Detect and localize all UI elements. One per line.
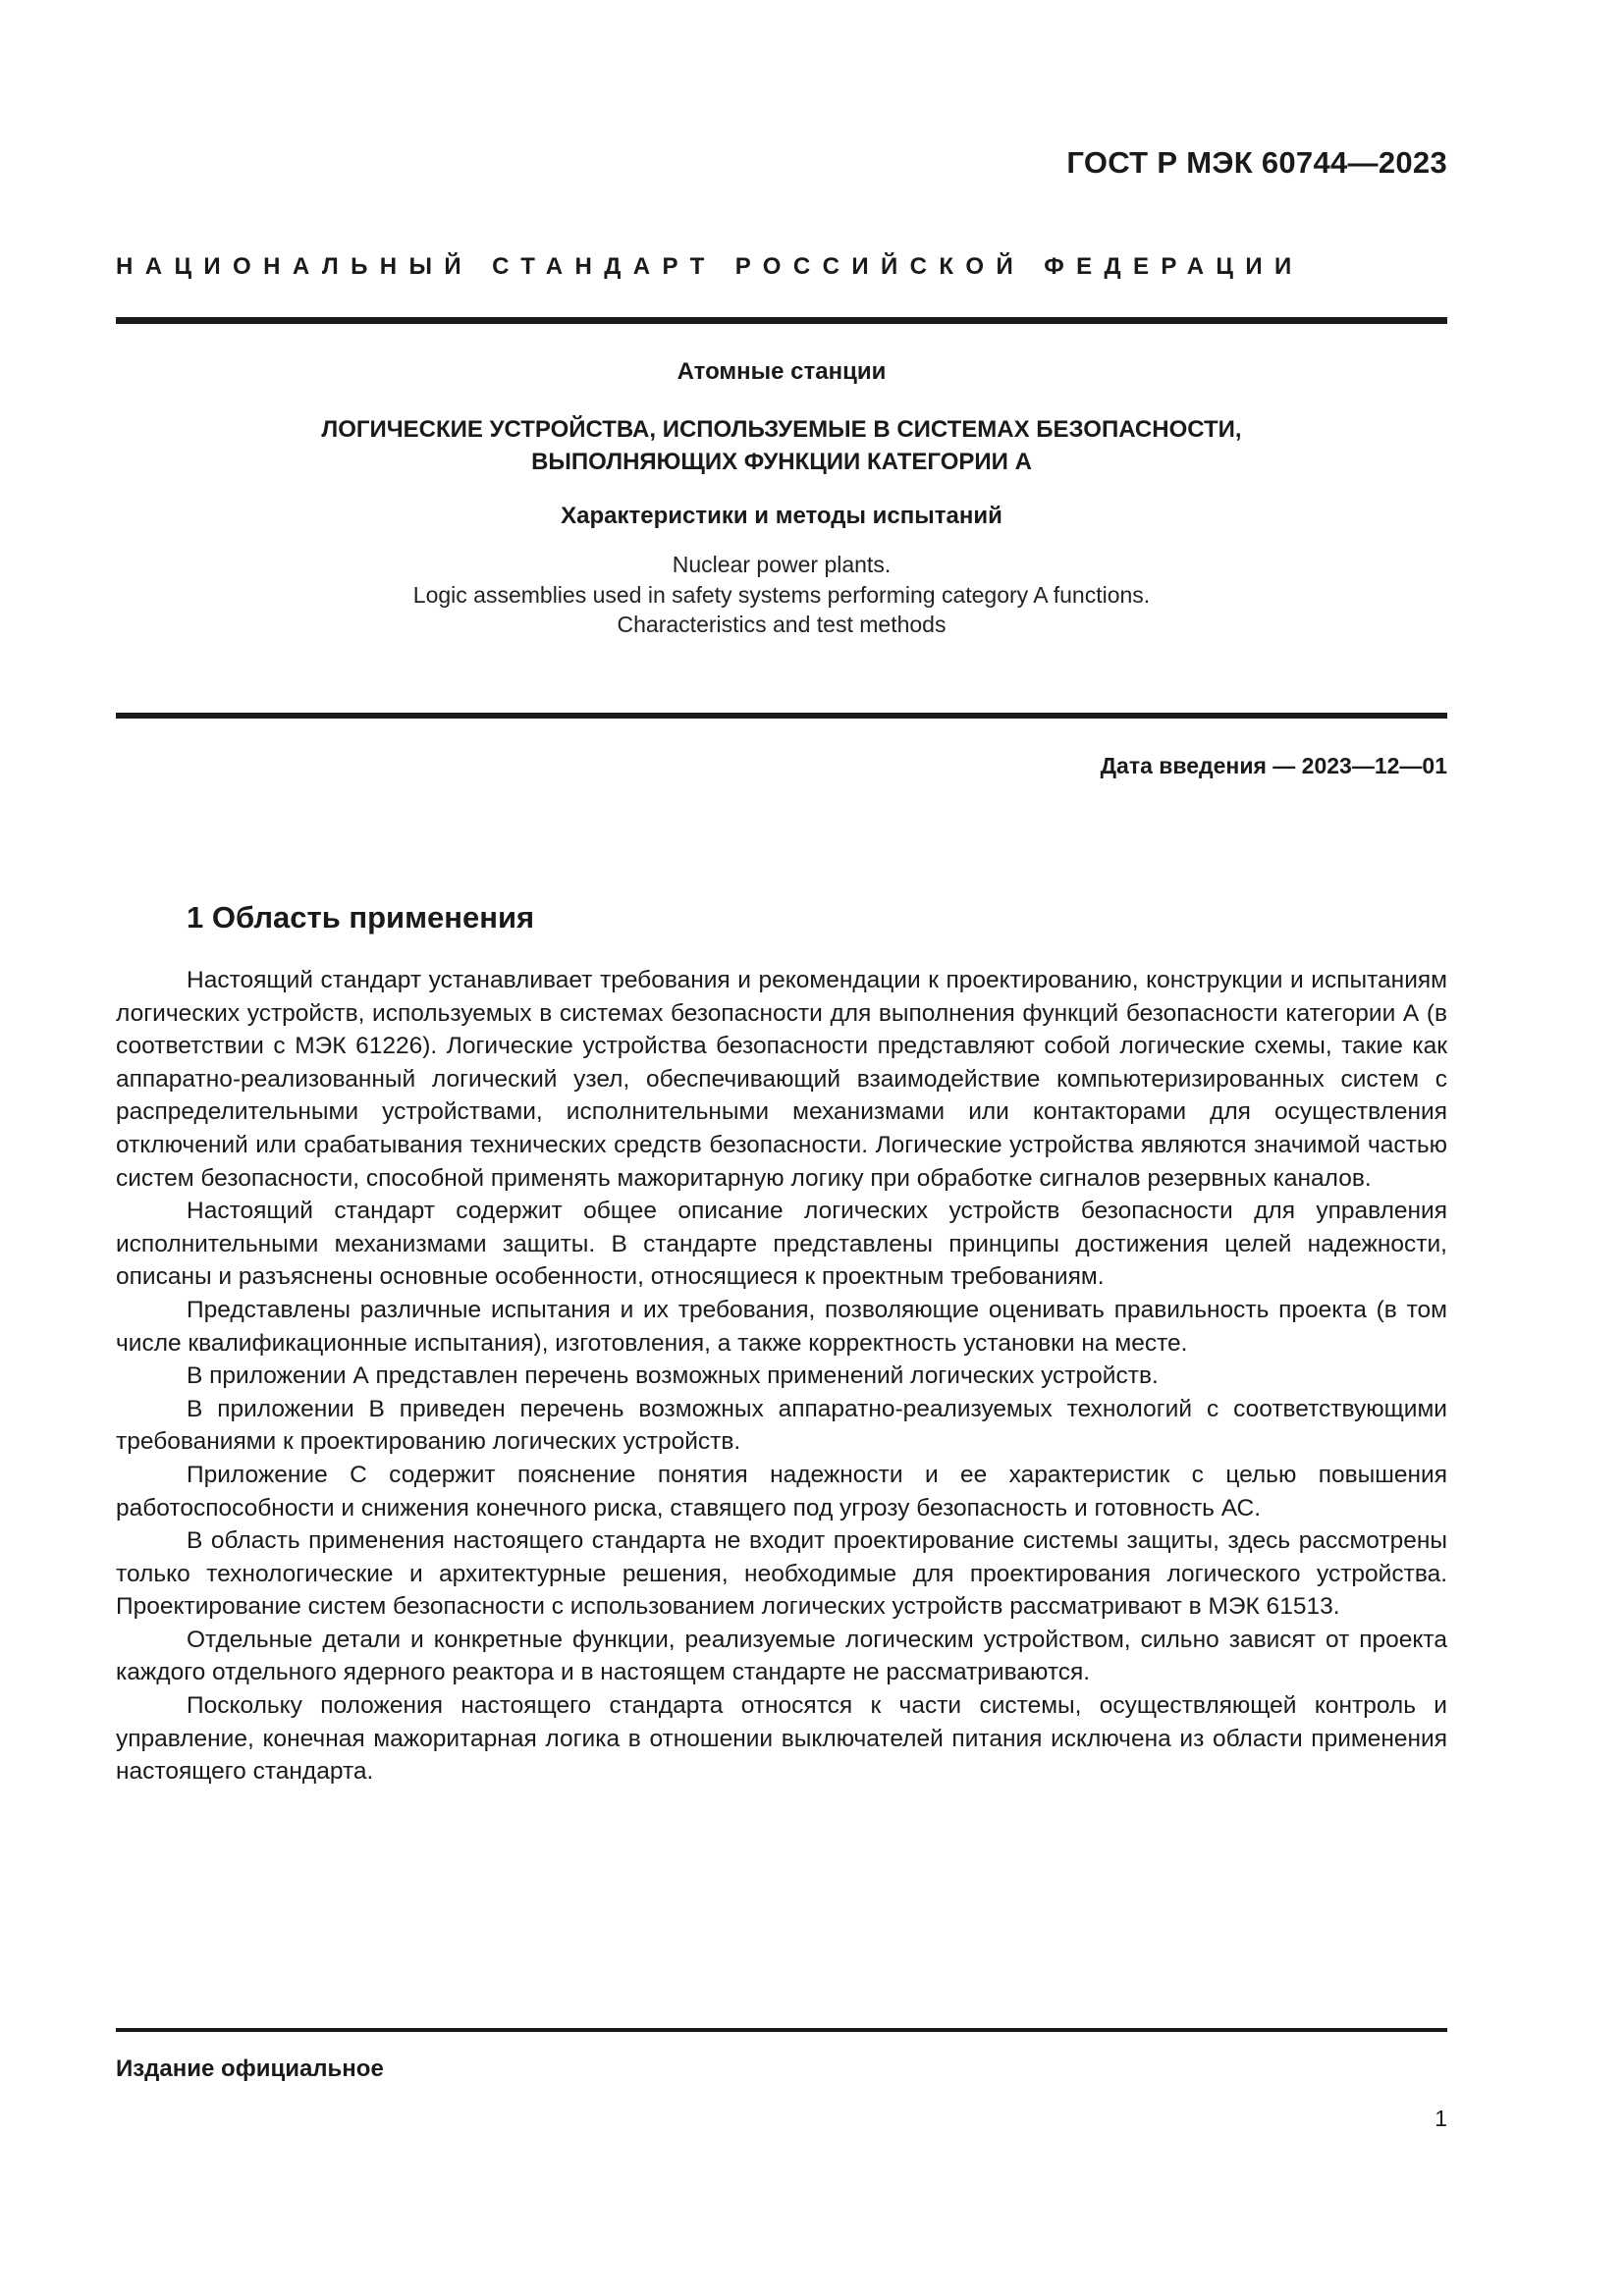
main-title [116, 413, 1447, 478]
paragraph: В приложении А представлен перечень возможных применений логических устройств. [187, 1362, 1159, 1390]
paragraph: Настоящий стандарт устанавливает требования и рекомендации к проектированию, конструкции и испытаниям логических устройств, используемых в системах безопасности для выполнения функций безопасности категории А (в соответствии с МЭК 61226). Логические устройства безопасности представляют собой логические схемы, такие как аппаратно-реализованный логический узел, обеспечивающий взаимодействие компьютеризированных систем с распределительными устройствами, исполнительными механизмами или контакторами для осуществления отключений или срабатывания технических средств безопасности. Логические устройства являются значимой частью систем безопасности, способной применять мажоритарную логику при обработке сигналов резервных каналов. [116, 967, 1447, 1192]
footer-divider [116, 2028, 1447, 2032]
section-heading: 1 Область применения [187, 900, 535, 934]
title-divider [116, 713, 1447, 719]
national-standard-heading: НАЦИОНАЛЬНЫЙ СТАНДАРТ РОССИЙСКОЙ ФЕДЕРАЦИИ [116, 253, 1304, 280]
paragraph: Приложение С содержит пояснение понятия надежности и ее характеристик с целью повышения работоспособности и снижения конечного риска, ставящего под угрозу безопасность и готовность АС. [116, 1461, 1447, 1522]
english-title [116, 550, 1447, 640]
main-title-line: ЛОГИЧЕСКИЕ УСТРОЙСТВА, ИСПОЛЬЗУЕМЫЕ В СИСТЕМАХ БЕЗОПАСНОСТИ, [321, 416, 1242, 443]
introduction-date: Дата введения — 2023—12—01 [1100, 753, 1447, 778]
paragraph: Представлены различные испытания и их требования, позволяющие оценивать правильность проекта (в том числе квалификационные испытания), изготовления, а также корректность установки на месте. [116, 1296, 1447, 1357]
paragraph: Поскольку положения настоящего стандарта относятся к части системы, осуществляющей контроль и управление, конечная мажоритарная логика в отношении выключателей питания исключена из области применения настоящего стандарта. [116, 1692, 1447, 1786]
paragraph: Отдельные детали и конкретные функции, реализуемые логическим устройством, сильно зависят от проекта каждого отдельного ядерного реактора и в настоящем стандарте не рассматриваются. [116, 1626, 1447, 1686]
paragraph: В область применения настоящего стандарта не входит проектирование системы защиты, здесь рассмотрены только технологические и архитектурные решения, необходимые для проектирования логического устройства. Проектирование систем безопасности с использованием логических устройств рассматривают в МЭК 61513. [116, 1527, 1447, 1621]
document-page [116, 0, 1447, 2296]
english-title-line: Logic assemblies used in safety systems performing category A functions. [412, 581, 1151, 608]
edition-label: Издание официальное [116, 2056, 384, 2082]
title-block [116, 355, 1447, 640]
main-title-line: ВЫПОЛНЯЮЩИХ ФУНКЦИИ КАТЕГОРИИ А [531, 449, 1032, 475]
page-number: 1 [1435, 2106, 1447, 2131]
paragraph: В приложении В приведен перечень возможных аппаратно-реализуемых технологий с соответствующими требованиями к проектированию логических устройств. [116, 1395, 1447, 1456]
english-title-line: Nuclear power plants. [672, 552, 892, 577]
field-title: Атомные станции [677, 358, 887, 385]
paragraph: Настоящий стандарт содержит общее описание логических устройств безопасности для управления исполнительными механизмами защиты. В стандарте представлены принципы достижения целей надежности, описаны и разъяснены основные особенности, относящиеся к проектным требованиям. [116, 1198, 1447, 1291]
english-title-line: Characteristics and test methods [617, 612, 947, 637]
top-divider [116, 317, 1447, 324]
subtitle: Характеристики и методы испытаний [561, 503, 1002, 529]
document-number: ГОСТ Р МЭК 60744—2023 [1066, 145, 1447, 180]
section-body [116, 964, 1447, 1789]
